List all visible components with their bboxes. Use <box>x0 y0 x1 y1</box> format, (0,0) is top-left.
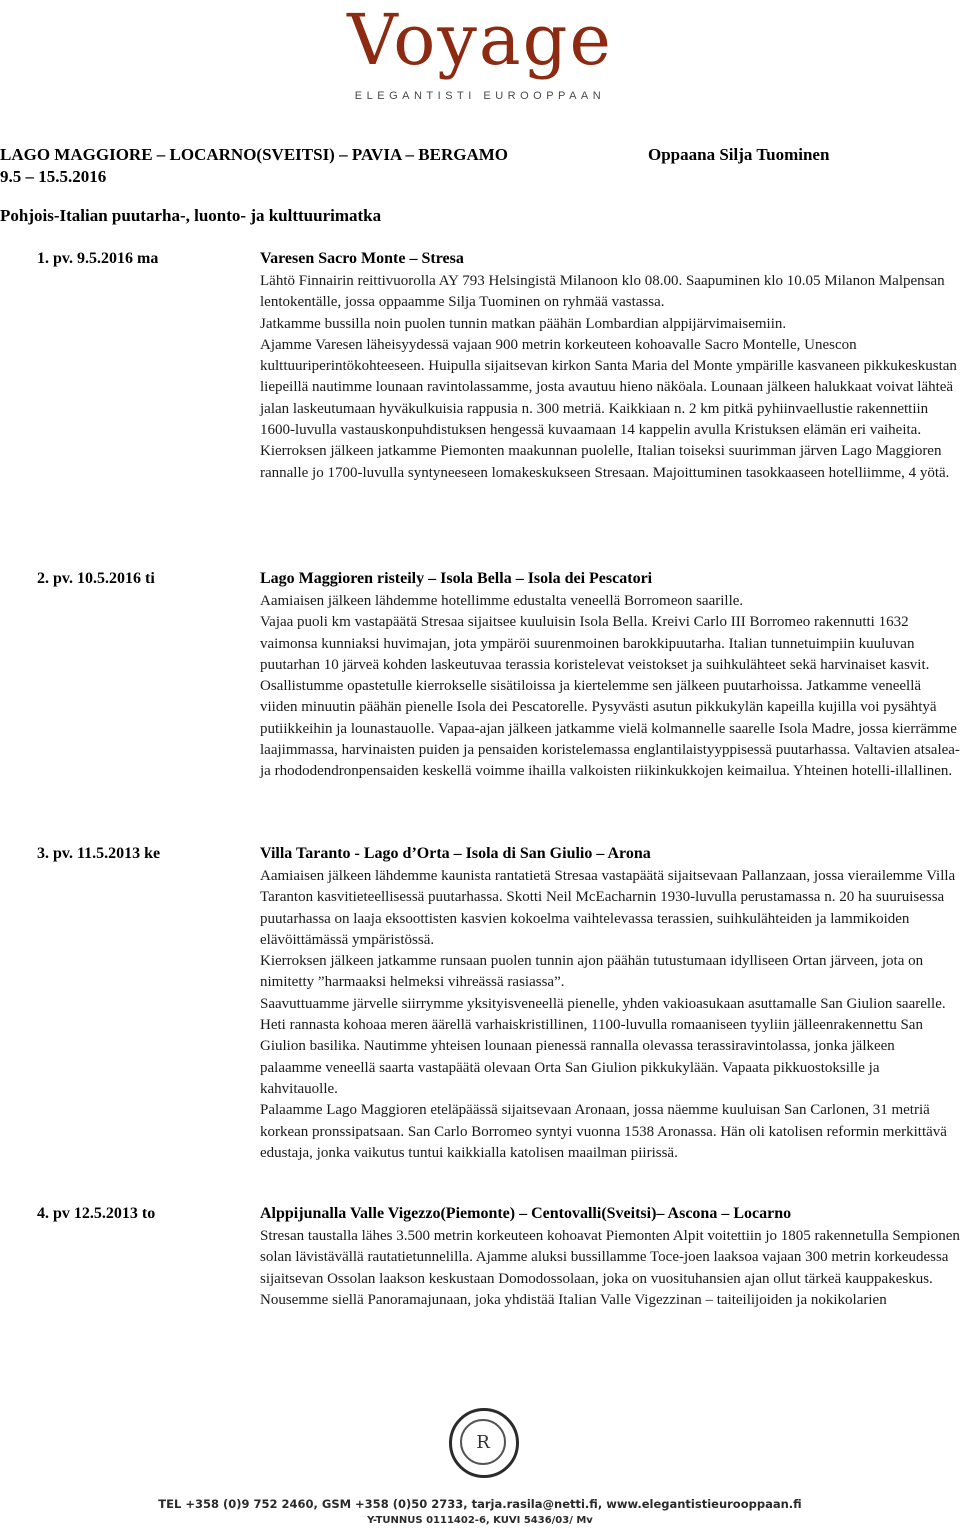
paragraph: Stresan taustalla lähes 3.500 metrin korkeuteen kohoavat Piemonten Alpit voitettiin jo 1805 rakennetulla Sempionen solan lävistävällä rautatietunnelilla. Ajamme aluksi bussillamme Toce-joen laaksoa vajaan 300 metrin korkeudessa sijaitsevan Ossolan laakson keskustaan Domodossolaan, joka on vuosituhansien ajan ollut tärkeä kauppakeskus. Nousemme siellä Panoramajunaan, joka yhdistää Italian Valle Vigezzinan – taiteilijoiden ja nokikolarien <box>260 1228 960 1308</box>
trip-subtitle: Pohjois-Italian puutarha-, luonto- ja kulttuurimatka <box>0 206 382 225</box>
trip-dates: 9.5 – 15.5.2016 <box>0 167 107 186</box>
footer-contact: TEL +358 (0)9 752 2460, GSM +358 (0)50 2733, tarja.rasila@netti.fi, www.elegantistieurooppaan.fi <box>158 1497 802 1511</box>
day-description <box>260 271 960 484</box>
paragraph: Palaamme Lago Maggioren eteläpäässä sijaitsevaan Aronaan, jossa näemme kuuluisan San Carlonen, 31 metriä korkean pronssipatsaan. San Carlo Borromeo syntyi vuonna 1538 Aronassa. Hän oli katolisen reformin merkittävä edustaja, jonka vaikutus tuntui kaikkialla katolisen maailman piirissä. <box>260 1102 947 1161</box>
day-description <box>260 591 960 783</box>
trip-route: LAGO MAGGIORE – LOCARNO(SVEITSI) – PAVIA – BERGAMO <box>0 145 509 164</box>
seal-monogram: R <box>460 1419 506 1465</box>
day-label: 4. pv 12.5.2013 to <box>37 1205 156 1222</box>
logo-tagline: ELEGANTISTI EUROOPPAAN <box>354 90 606 102</box>
paragraph: Vajaa puoli km vastapäätä Stresaa sijaitsee kuuluisin Isola Bella. Kreivi Carlo III Borromeo rakennutti 1632 vaimonsa kunniaksi huvimajan, jota ympäröi suurenmoinen barokkipuutarha. Italian tunnetuimpiin kuuluvan puutarhan 10 järveä kohden laskeutuvaa terassia koristelevat veistokset ja suihkulähteet sekä harvinaiset kasvit. Osallistumme opastetulle kierrokselle sisätiloissa ja kiertelemme sen jälkeen puutarhoissa. Jatkamme veneellä viiden minuutin päähän pienelle Isola dei Pescatorelle. Pysyvästi asutun pikkukylän kapeilla kujilla voi pysähtyä putiikkeihin ja lounastauolle. Vapaa-ajan jälkeen jatkamme vielä kolmannelle saarelle Isola Madre, jossa kierrämme laajimmassa, harvinaisten puiden ja pensaiden koristelemassa englantilaistyyppisessä puutarhassa. Valtavien atsalea- ja rhododendronpensaiden keskellä voimme ihailla valkoisten riikinkukkojen keimailua. Yhteinen hotelli-illallinen. <box>260 614 960 780</box>
day-description <box>260 866 960 1164</box>
day-description <box>260 1226 960 1311</box>
paragraph: Aamiaisen jälkeen lähdemme hotellimme edustalta veneellä Borromeon saarille. <box>260 593 744 609</box>
logo-wordmark: Voyage <box>347 0 613 81</box>
day-label: 3. pv. 11.5.2013 ke <box>37 845 161 862</box>
day-title: Alppijunalla Valle Vigezzo(Piemonte) – Centovalli(Sveitsi)– Ascona – Locarno <box>260 1205 792 1222</box>
guide-name: Oppaana Silja Tuominen <box>648 145 830 164</box>
footer-business-id: Y-TUNNUS 0111402-6, KUVI 5436/03/ Mv <box>367 1515 593 1526</box>
day-label: 1. pv. 9.5.2016 ma <box>37 250 159 267</box>
day-title: Villa Taranto - Lago d’Orta – Isola di San Giulio – Arona <box>260 845 651 862</box>
day-label: 2. pv. 10.5.2016 ti <box>37 570 155 587</box>
paragraph: Kierroksen jälkeen jatkamme runsaan puolen tunnin ajon päähän tutustumaan idylliseen Ortan järveen, jota on nimitetty ”harmaaksi helmeksi vihreässä rasiassa”. <box>260 953 924 991</box>
paragraph: Aamiaisen jälkeen lähdemme kaunista rantatietä Stresaa vastapäätä sijaitsevaan Pallanzaan, jossa vierailemme Villa Taranton kasvitieteellisessä puutarhassa. Skotti Neil McEacharnin 1930-luvulla perustamassa n. 20 ha suuruisessa puutarhassa on laaja eksoottisten kasvien kokoelma vaihtelevassa terassien, suihkulähteiden ja lammikoiden elävöittämässä ympäristössä. <box>260 868 956 948</box>
company-seal-logo <box>449 1408 519 1478</box>
paragraph: Jatkamme bussilla noin puolen tunnin matkan päähän Lombardian alppijärvimaisemiin. <box>260 315 787 332</box>
paragraph: Ajamme Varesen läheisyydessä vajaan 900 metrin korkeuteen kohoavalle Sacro Montelle, Unescon kulttuuriperintökohteeseen. Huipulla sijaitsevan kirkon Santa Maria del Monte ympärille kasvaneen pikkukeskustan liepeillä nautimme lounaan ravintolassamme, josta avautuu hieno näköala. Lounaan jälkeen halukkaat voivat lähteä jalan laskeutumaan hyväkulkuisia rappusia n. 300 metriä. Kaikkiaan n. 2 km pitkä pyhiinvaellustie rakennettiin 1600-luvulla vastauskonpuhdistuksen hengessä kuvaamaan 14 kappelin avulla Kristuksen elämän eri vaiheita. Kierroksen jälkeen jatkamme Piemonten maakunnan puolelle, Italian toiseksi suurimman järven Lago Maggioren rannalle jo 1700-luvulla syntyneeseen lomakeskukseen Stresaan. Majoittuminen tasokkaaseen hotelliimme, 4 yötä. <box>260 336 957 481</box>
paragraph: Lähtö Finnairin reittivuorolla AY 793 Helsingistä Milanoon klo 08.00. Saapuminen klo 10.05 Milanon Malpensan lentokentälle, jossa oppaamme Silja Tuominen on ryhmää vastassa. <box>260 273 945 311</box>
day-title: Lago Maggioren risteily – Isola Bella – Isola dei Pescatori <box>260 570 653 587</box>
day-title: Varesen Sacro Monte – Stresa <box>260 250 464 267</box>
paragraph: Saavuttuamme järvelle siirrymme yksityisveneellä pienelle, yhden vakioasukaan asuttamalle San Giulion saarelle. Heti rannasta kohoaa meren äärellä varhaiskristillinen, 1100-luvulla romaaniseen tyyliin jälleenrakennettu San Giulion basilika. Nautimme yhteisen lounaan pienessä rannalla olevassa terassiravintolassa, jonka jälkeen palaamme veneellä saarta vastapäätä olevaan Orta San Giulion pikkukylään. Vapaata pikkuostoksille ja kahvitauolle. <box>260 995 946 1097</box>
